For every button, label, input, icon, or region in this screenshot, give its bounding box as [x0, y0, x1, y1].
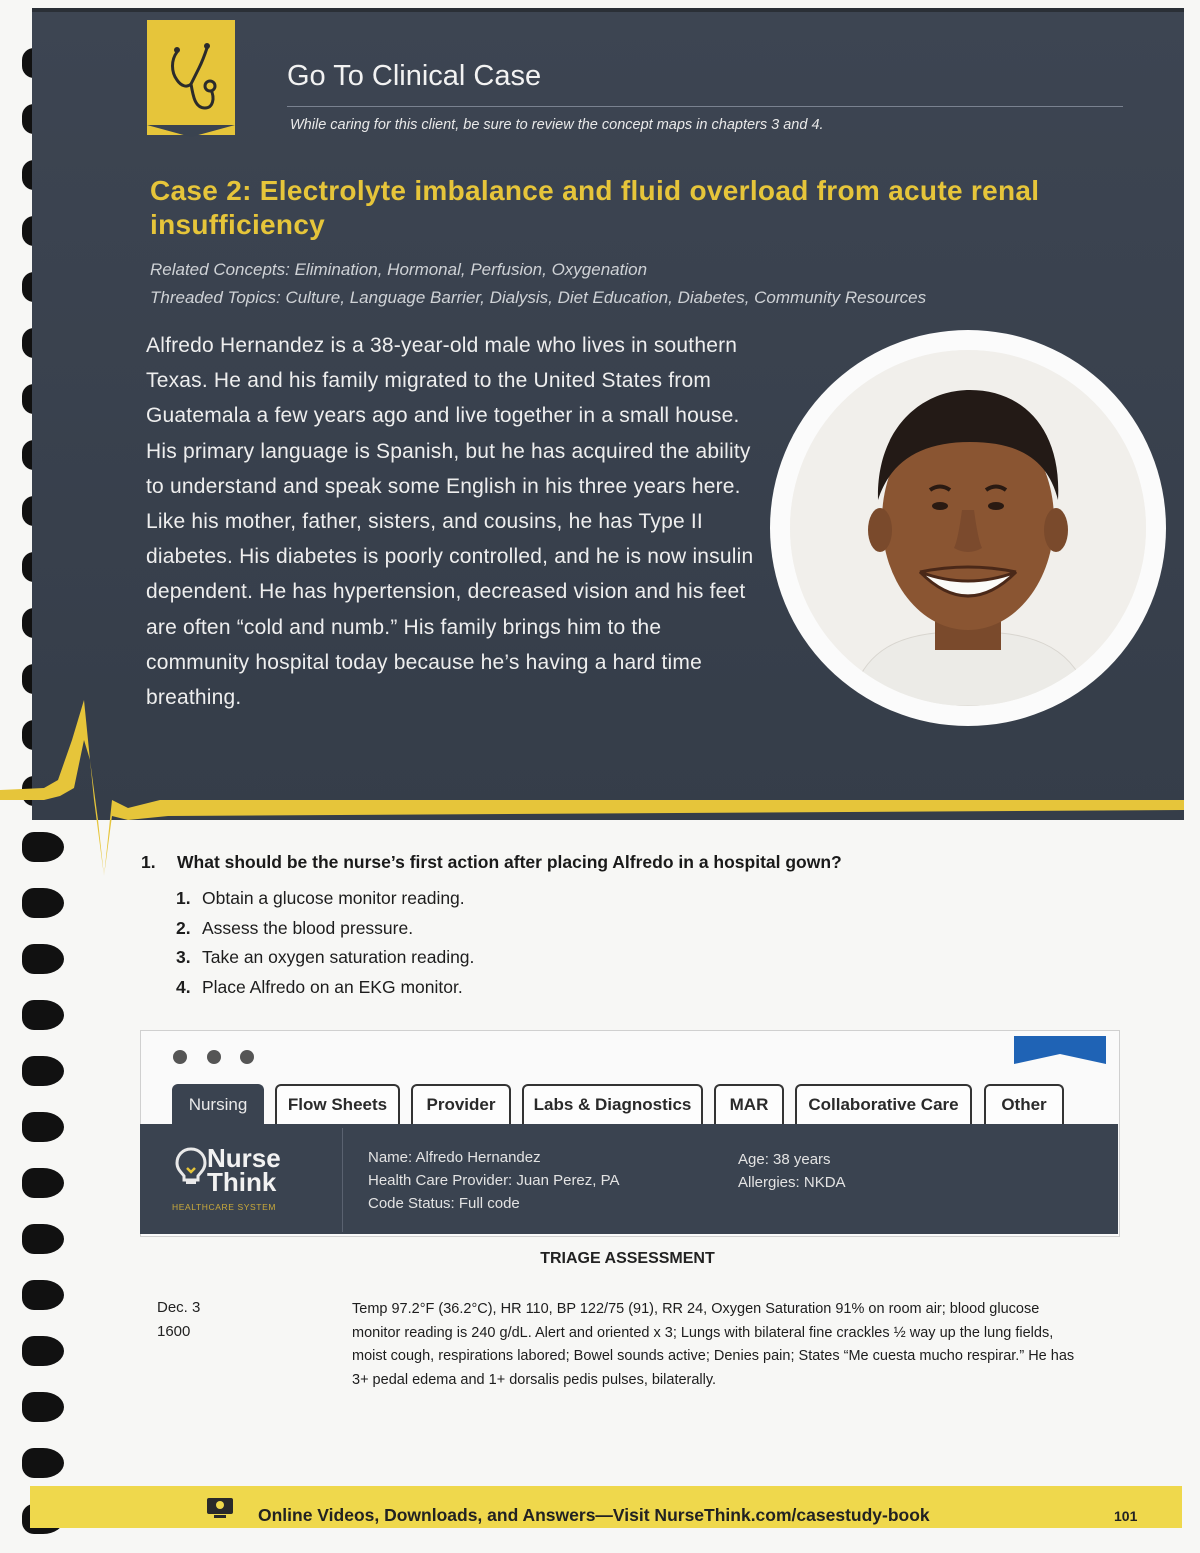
- stethoscope-icon: [147, 20, 235, 130]
- question-text: What should be the nurse’s first action after placing Alfredo in a hospital gown?: [177, 852, 842, 872]
- patient-info-right: [738, 1148, 846, 1194]
- patient-banner: [140, 1124, 1118, 1234]
- option-text: Take an oxygen saturation reading.: [202, 947, 475, 967]
- window-control-dot[interactable]: [173, 1050, 187, 1064]
- option-number: 1.: [176, 888, 191, 908]
- tab-collaborative-care[interactable]: Collaborative Care: [795, 1084, 972, 1124]
- option-text: Assess the blood pressure.: [202, 917, 414, 938]
- question: [141, 852, 842, 873]
- triage-datetime: [157, 1296, 200, 1344]
- header-badge: [147, 20, 235, 135]
- ribbon-notch: [1014, 1054, 1106, 1064]
- patient-allergies: Allergies: NKDA: [738, 1174, 846, 1191]
- window-control-dot[interactable]: [207, 1050, 221, 1064]
- page-number: 101: [1114, 1508, 1138, 1524]
- binding-hole: [22, 1056, 64, 1086]
- binding-hole: [22, 1000, 64, 1030]
- answer-option[interactable]: [176, 943, 474, 973]
- header-title: Go To Clinical Case: [287, 60, 542, 92]
- footer-link[interactable]: Online Videos, Downloads, and Answers—Visit NurseThink.com/casestudy-book: [258, 1505, 930, 1525]
- question-number: 1.: [141, 852, 156, 872]
- video-icon: [205, 1496, 235, 1518]
- answer-options: [176, 884, 474, 1002]
- case-tags: [150, 256, 926, 312]
- binding-hole: [22, 1168, 64, 1198]
- binding-hole: [22, 888, 64, 918]
- tab-nursing[interactable]: Nursing: [172, 1084, 264, 1124]
- logo-tagline: HEALTHCARE SYSTEM: [172, 1202, 277, 1212]
- option-number: 2.: [176, 917, 191, 938]
- tab-other[interactable]: Other: [984, 1084, 1064, 1124]
- triage-title: TRIAGE ASSESSMENT: [540, 1250, 715, 1267]
- badge-notch: [147, 125, 235, 137]
- option-text: Obtain a glucose monitor reading.: [202, 888, 465, 908]
- logo-line-1: Nurse: [207, 1143, 281, 1173]
- option-text: Place Alfredo on an EKG monitor.: [202, 976, 463, 997]
- option-number: 3.: [176, 947, 191, 967]
- binding-hole: [22, 1336, 64, 1366]
- case-story: Alfredo Hernandez is a 38-year-old male who lives in southern Texas. He and his family migrated to the United States from Guatemala a few years ago and live together in a small house. His primary language is Spanish, but he has acquired the ability to understand and speak some English in his three years here. Like his mother, father, sisters, and cousins, he has Type II diabetes. His diabetes is poorly controlled, and he is now insulin dependent. He has hypertension, decreased vision and his feet are often “cold and numb.” His family brings him to the community hospital today because he’s having a hard time breathing.: [146, 334, 754, 710]
- tab-flow-sheets[interactable]: Flow Sheets: [275, 1084, 400, 1124]
- triage-notes: Temp 97.2°F (36.2°C), HR 110, BP 122/75 (91), RR 24, Oxygen Saturation 91% on room air; blood glucose monitor reading is 240 g/dL. Alert and oriented x 3; Lungs with bilateral fine crackles ½ way up the lung fields, moist cough, respirations labored; Bowel sounds active; Denies pain; States “Me cuesta mucho respirar.” He has 3+ pedal edema and 1+ dorsalis pedis pulses, bilaterally.: [352, 1301, 1075, 1388]
- nursethink-logo: [207, 1143, 281, 1197]
- binding-hole: [22, 944, 64, 974]
- lightbulb-icon: [174, 1146, 208, 1186]
- case-title: Case 2: Electrolyte imbalance and fluid overload from acute renal insufficiency: [150, 175, 1040, 240]
- tab-labs-diagnostics[interactable]: Labs & Diagnostics: [522, 1084, 703, 1124]
- triage-date: Dec. 3: [157, 1299, 201, 1316]
- code-status: Code Status: Full code: [368, 1195, 520, 1212]
- option-number: 4.: [176, 976, 191, 997]
- patient-photo: [790, 350, 1146, 706]
- heartbeat-line: [0, 680, 1200, 880]
- triage-time: 1600: [157, 1323, 191, 1340]
- binding-hole: [22, 1392, 64, 1422]
- patient-info-left: [368, 1146, 620, 1215]
- health-care-provider: Health Care Provider: Juan Perez, PA: [368, 1172, 620, 1189]
- answer-option[interactable]: [176, 973, 474, 1003]
- header-subtitle: While caring for this client, be sure to review the concept maps in chapters 3 and 4.: [290, 117, 824, 133]
- binding-hole: [22, 1280, 64, 1310]
- window-control-dot[interactable]: [240, 1050, 254, 1064]
- related-concepts: Related Concepts: Elimination, Hormonal, Perfusion, Oxygenation: [150, 260, 648, 279]
- binding-hole: [22, 1448, 64, 1478]
- tab-provider[interactable]: Provider: [411, 1084, 511, 1124]
- binding-hole: [22, 1112, 64, 1142]
- patient-name: Name: Alfredo Hernandez: [368, 1149, 541, 1166]
- banner-divider: [342, 1128, 343, 1232]
- header-divider: [287, 106, 1123, 107]
- patient-age: Age: 38 years: [738, 1151, 831, 1168]
- logo-line-2: Think: [207, 1167, 277, 1197]
- threaded-topics: Threaded Topics: Culture, Language Barrier, Dialysis, Diet Education, Diabetes, Community Resources: [150, 288, 927, 307]
- tab-mar[interactable]: MAR: [714, 1084, 784, 1124]
- answer-option[interactable]: [176, 884, 474, 914]
- answer-option[interactable]: [176, 914, 474, 944]
